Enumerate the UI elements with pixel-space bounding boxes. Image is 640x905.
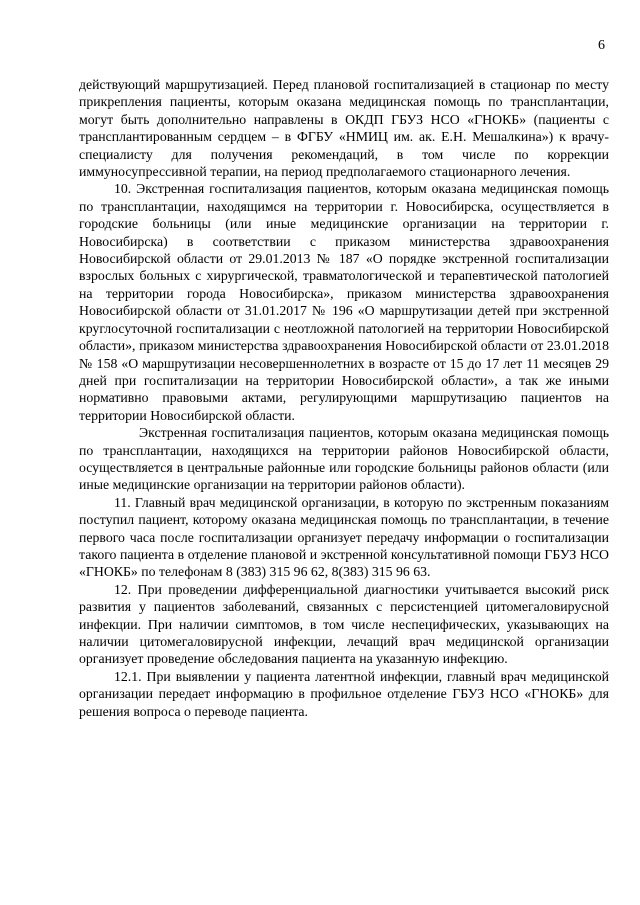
paragraph-continuation: действующий маршрутизацией. Перед плановой госпитализацией в стационар по месту прикрепления пациенты, которым оказана медицинская помощь по трансплантации, могут быть дополнительно направлены в ОКДП ГБУЗ НСО «ГНОКБ» (пациенты с трансплантированным сердцем – в ФГБУ «НМИЦ им. ак. Е.Н. Мешалкина») к врачу-специалисту для получения рекомендаций, в том числе по коррекции иммуносупрессивной терапии, на период предполагаемого стационарного лечения. <box>79 77 609 180</box>
paragraph-item-12-1: 12.1. При выявлении у пациента латентной инфекции, главный врач медицинской организации передает информацию в профильное отделение ГБУЗ НСО «ГНОКБ» для решения вопроса о переводе пациента. <box>79 668 609 719</box>
page-number: 6 <box>598 38 605 53</box>
paragraph-item-10: 10. Экстренная госпитализация пациентов, которым оказана медицинская помощь по трансплантации, находящимся на территории г. Новосибирска, осуществляется в городские больницы (или иные медицинские организации на территории г. Новосибирска) в соответствии с приказом министерства здравоохранения Новосибирской области от 29.01.2013 № 187 «О порядке экстренной госпитализации взрослых больных с хирургической, травматологической и терапевтической патологией на территории города Новосибирска», приказом министерства здравоохранения Новосибирской области от 31.01.2017 № 196 «О маршрутизации детей при экстренной круглосуточной госпитализации с неотложной патологией на территории Новосибирской области», приказом министерства здравоохранения Новосибирской области от 23.01.2018 № 158 «О маршрутизации несовершеннолетних в возрасте от 15 до 17 лет 11 месяцев 29 дней при госпитализации на территории Новосибирской области», а так же иными нормативно правовыми актами, регулирующими маршрутизацию пациентов на территории Новосибирской области. <box>79 181 609 423</box>
paragraph-item-12: 12. При проведении дифференциальной диагностики учитывается высокий риск развития у пациентов заболеваний, связанных с персистенцией цитомегаловирусной инфекции. При наличии симптомов, в том числе неспецифических, указывающих на наличии цитомегаловирусной инфекции, лечащий врач медицинской организации организует проведение обследования пациента на указанную инфекцию. <box>79 581 609 667</box>
paragraph-item-11: 11. Главный врач медицинской организации, в которую по экстренным показаниям поступил пациент, которому оказана медицинская помощь по трансплантации, в течение первого часа после госпитализации организует передачу информации о госпитализации такого пациента в отделение плановой и экстренной консультативной помощи ГБУЗ НСО «ГНОКБ» по телефонам 8 (383) 315 96 62, 8(383) 315 96 63. <box>79 494 609 580</box>
paragraph-emergency-regions: Экстренная госпитализация пациентов, которым оказана медицинская помощь по трансплантации, находящихся на территории районов Новосибирской области, осуществляется в центральные районные или городские больницы районов области (или иные медицинские организации на территории районов области). <box>79 425 609 493</box>
document-body <box>79 76 609 720</box>
